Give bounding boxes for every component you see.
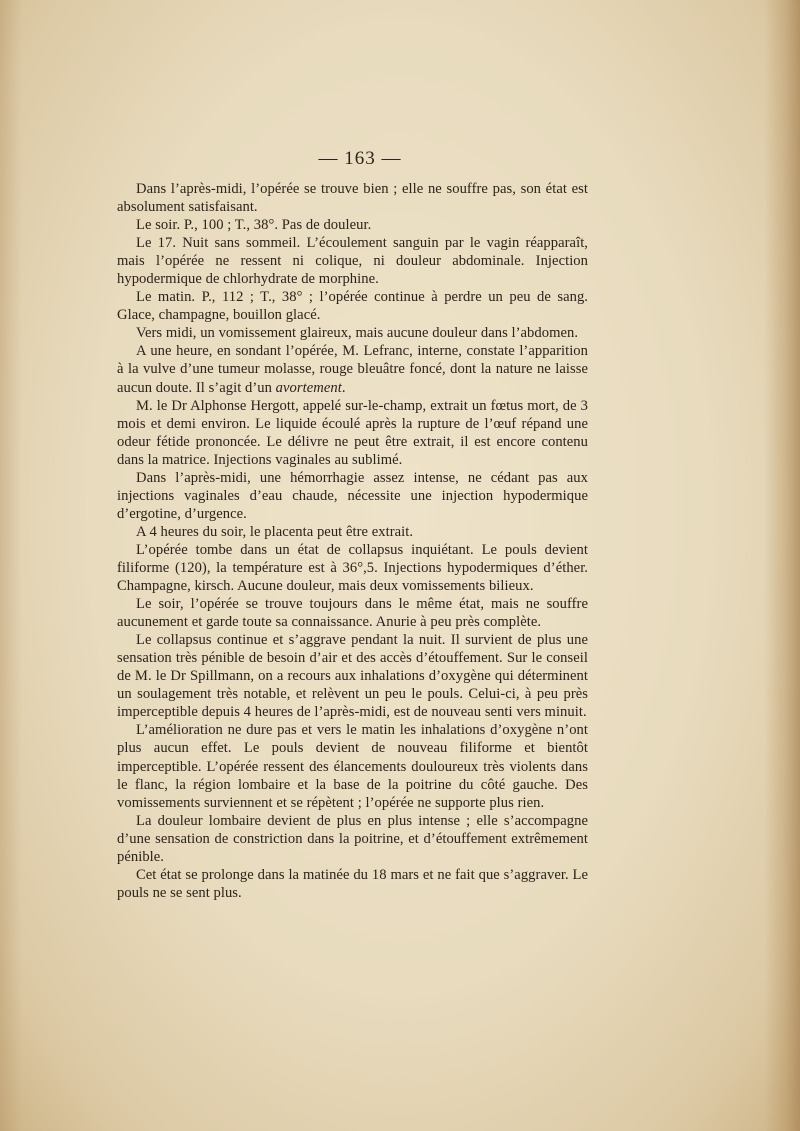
- paragraph: A 4 heures du soir, le placenta peut être extrait.: [136, 523, 414, 540]
- italic-term: avortement: [275, 379, 342, 396]
- page-right-edge-shading: [764, 0, 800, 1131]
- paragraph: L’amélioration ne dure pas et vers le matin les inhalations d’oxygène n’ont plus aucun effet. Le pouls devient de nouveau filiforme et bientôt imperceptible. L’opérée ressent des élancements douloureux très violents dans le flanc, la région lombaire et la base de la poitrine du côté gauche. Des vomissements surviennent et se répètent ; l’opérée ne supporte plus rien.: [117, 722, 588, 811]
- paragraph: Vers midi, un vomissement glaireux, mais aucune douleur dans l’abdomen.: [136, 325, 579, 342]
- paragraph: Le collapsus continue et s’aggrave pendant la nuit. Il survient de plus une sensation très pénible de besoin d’air et des accès d’étouffement. Sur le conseil de M. le Dr Spillmann, on a recours aux inhalations d’oxygène qui déterminent un soulagement très notable, et relèvent un peu le pouls. Celui-ci, à peu près imperceptible depuis 4 heures de l’après-midi, est de nouveau senti vers minuit.: [117, 632, 588, 721]
- body-text: [117, 180, 588, 902]
- paragraph: L’opérée tombe dans un état de collapsus inquiétant. Le pouls devient filiforme (120), la température est à 36°,5. Injections hypodermiques d’éther. Champagne, kirsch. Aucune douleur, mais deux vomissements bilieux.: [117, 541, 588, 595]
- paragraph: [117, 342, 588, 396]
- paragraph: Le soir, l’opérée se trouve toujours dans le même état, mais ne souffre aucunement et garde toute sa connaissance. Anurie à peu près complète.: [117, 596, 588, 631]
- paragraph: Cet état se prolonge dans la matinée du 18 mars et ne fait que s’aggraver. Le pouls ne se sent plus.: [117, 866, 588, 901]
- paragraph-text: .: [341, 379, 346, 396]
- paragraph: Le matin. P., 112 ; T., 38° ; l’opérée continue à perdre un peu de sang. Glace, champagne, bouillon glacé.: [117, 289, 588, 324]
- paragraph: Le 17. Nuit sans sommeil. L’écoulement sanguin par le vagin réapparaît, mais l’opérée ne ressent ni colique, ni douleur abdominale. Injection hypodermique de chlorhydrate de morphine.: [117, 235, 588, 288]
- paragraph: Dans l’après-midi, l’opérée se trouve bien ; elle ne souffre pas, son état est absolument satisfaisant.: [117, 181, 588, 216]
- paragraph: Le soir. P., 100 ; T., 38°. Pas de douleur.: [136, 217, 372, 234]
- paragraph: La douleur lombaire devient de plus en plus intense ; elle s’accompagne d’une sensation de constriction dans la poitrine, et d’étouffement extrêmement pénible.: [117, 812, 588, 865]
- paragraph-text: A une heure, en sondant l’opérée, M. Lefranc, interne, constate l’apparition à la vulve d’une tumeur molasse, rouge bleuâtre foncé, dont la nature ne laisse aucun doute. Il s’agit d’un: [117, 343, 588, 396]
- paragraph: M. le Dr Alphonse Hergott, appelé sur-le-champ, extrait un fœtus mort, de 3 mois et demi environ. Le liquide écoulé après la rupture de l’œuf répand une odeur fétide prononcée. Le délivre ne peut être extrait, il est encore contenu dans la matrice. Injections vaginales au sublimé.: [117, 397, 588, 468]
- paragraph: Dans l’après-midi, une hémorrhagie assez intense, ne cédant pas aux injections vaginales d’eau chaude, nécessite une injection hypodermique d’ergotine, d’urgence.: [117, 469, 588, 522]
- page-number: — 163 —: [318, 148, 402, 169]
